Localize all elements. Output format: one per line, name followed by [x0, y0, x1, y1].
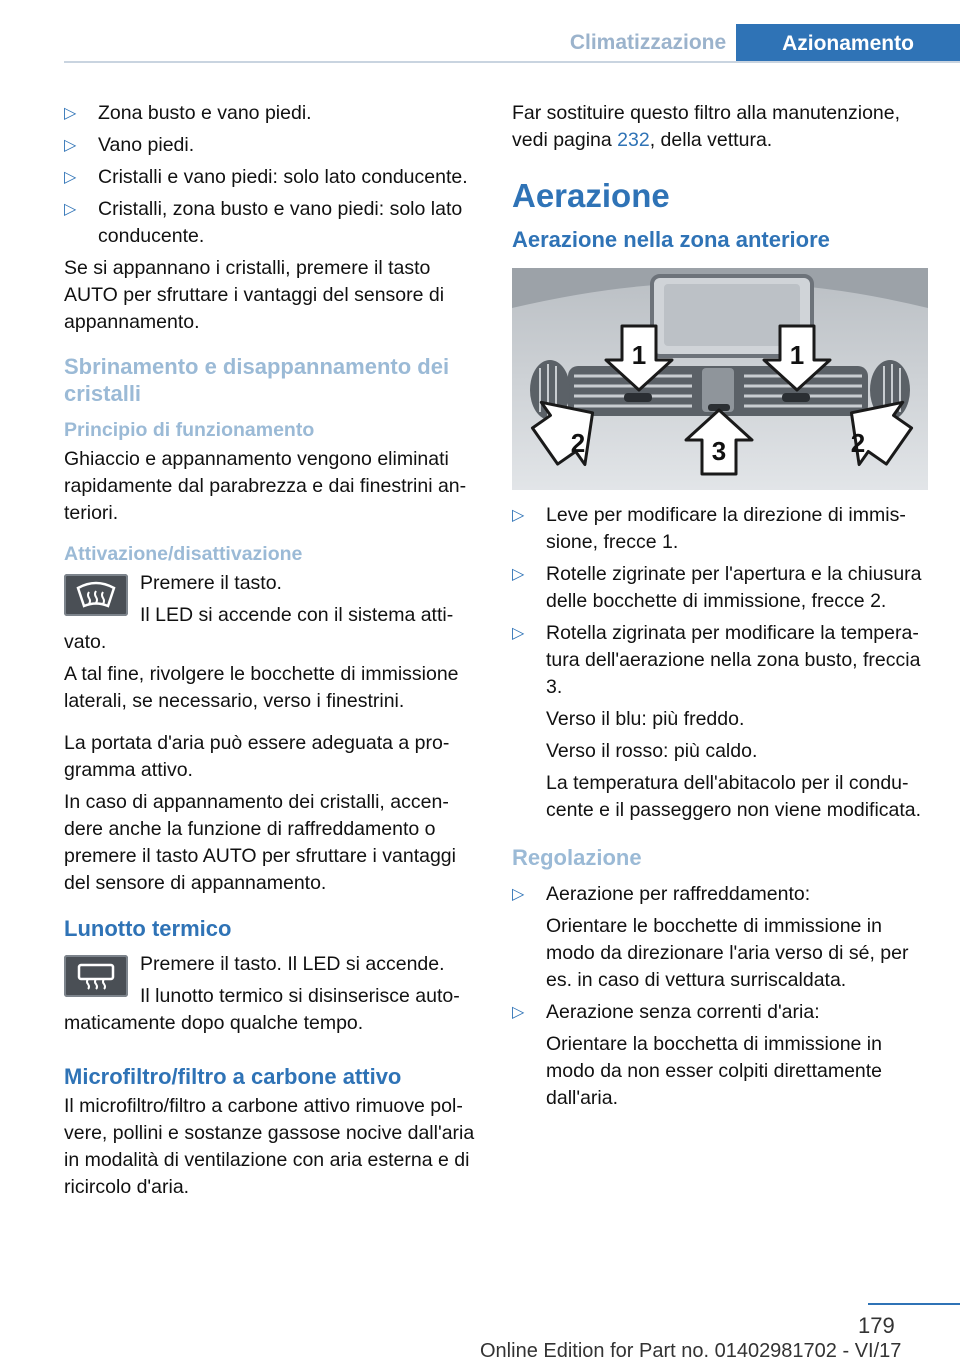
- ventilation-heading: Aerazione: [512, 177, 670, 214]
- bullet-triangle-icon: ▷: [512, 625, 525, 642]
- activation-press: Premere il tasto.: [140, 572, 282, 594]
- activation-fog: In caso di appannamento dei cristalli, accendere anche la funzione di raffreddamento o premere il tasto AUTO per sfruttare i vantaggi del sensore di appannamento.: [64, 791, 456, 894]
- photo-label-1-right: 1: [789, 340, 805, 370]
- list-item: ▷ Rotella zigrinata per modificare la temperatura dell'aerazione nella zona busto, freccia 3. Verso il blu: più freddo. Verso il rosso: più caldo. La temperatura dell'abitacolo per il conducente e il passeggero non viene modificata.: [512, 620, 928, 824]
- list-item: ▷ Aerazione senza correnti d'aria: Orientare la bocchetta di immissione in modo da non esser colpiti direttamente dall'aria.: [512, 1001, 883, 1109]
- bullet-triangle-icon: ▷: [512, 566, 525, 583]
- dashboard-vents-photo: [512, 268, 928, 490]
- header-section-label: Climatizzazione: [569, 31, 727, 54]
- photo-label-2-left: 2: [570, 428, 586, 458]
- list-item: ▷ Zona busto e vano piedi.: [64, 100, 480, 127]
- header-subsection-tab: Azionamento: [736, 24, 960, 63]
- bullet-triangle-icon: ▷: [64, 201, 77, 218]
- left-column: [64, 100, 480, 1206]
- photo-label-3: 3: [711, 436, 727, 466]
- activation-block: [64, 570, 480, 656]
- photo-label-2-right: 2: [850, 428, 866, 458]
- list-item: ▷ Rotelle zigrinate per l'apertura e la chiusura delle bocchette di immissione, frecce 2.: [512, 563, 922, 612]
- bullet-triangle-icon: ▷: [64, 105, 77, 122]
- front-defrost-icon: [64, 574, 128, 616]
- activation-heading: Attivazione/disattivazione: [64, 543, 303, 565]
- edition-footer: Online Edition for Part no. 01402981702 - VI/17: [480, 1340, 902, 1362]
- bullet-triangle-icon: ▷: [512, 1004, 525, 1021]
- right-column: [512, 100, 928, 1117]
- legend-blue: Verso il blu: più freddo.: [546, 708, 745, 730]
- list-item: ▷ Cristalli, zona busto e vano piedi: solo lato conducente.: [64, 198, 463, 247]
- rear-window-heading: Lunotto termico: [64, 916, 232, 941]
- page-reference-link[interactable]: 232: [617, 129, 650, 151]
- vent-legend-list: [512, 502, 928, 824]
- legend-note: La temperatura dell'abitacolo per il conducente e il passeggero non viene modificata.: [546, 772, 922, 821]
- photo-label-1-left: 1: [631, 340, 647, 370]
- bullet-triangle-icon: ▷: [64, 169, 77, 186]
- filter-replace-note: Far sostituire questo filtro alla manutenzione, vedi pagina 232, della vettura.: [512, 102, 901, 151]
- rear-window-auto-off: Il lunotto termico si disinserisce automaticamente dopo qualche tempo.: [64, 985, 460, 1034]
- header-rule: [64, 61, 960, 63]
- front-ventilation-heading: Aerazione nella zona anteriore: [512, 227, 830, 252]
- adjust-heading: Regolazione: [512, 845, 642, 870]
- activation-flow: La portata d'aria può essere adeguata a programma attivo.: [64, 732, 450, 781]
- defrost-heading: Sbrinamento e disappannamento dei cristalli: [64, 354, 450, 406]
- page-number: 179: [858, 1313, 895, 1338]
- rear-window-defrost-icon: [64, 955, 128, 997]
- airflow-mode-list: [64, 100, 480, 250]
- rear-window-block: [64, 951, 480, 1037]
- principle-heading: Principio di funzionamento: [64, 419, 315, 441]
- list-item: ▷ Leve per modificare la direzione di immissione, frecce 1.: [512, 504, 906, 553]
- filter-heading: Microfiltro/filtro a carbone attivo: [64, 1064, 402, 1089]
- filter-text: Il microfiltro/filtro a carbone attivo rimuove polvere, pollini e sostanze gassose nocive dall'aria in modalità di ventilazione con aria esterna e di ricircolo d'aria.: [64, 1095, 475, 1198]
- adjust-list: [512, 881, 928, 1112]
- bullet-triangle-icon: ▷: [512, 507, 525, 524]
- bullet-triangle-icon: ▷: [512, 886, 525, 903]
- list-item: ▷ Aerazione per raffreddamento: Orientare le bocchette di immissione in modo da direzionare l'aria verso di sé, per es. in caso di vettura surriscaldata.: [512, 883, 909, 991]
- legend-red: Verso il rosso: più caldo.: [546, 740, 758, 762]
- bullet-triangle-icon: ▷: [64, 137, 77, 154]
- activation-led: Il LED si accende con il sistema attivato.: [64, 604, 454, 653]
- list-item: ▷ Vano piedi.: [64, 132, 480, 159]
- activation-vents: A tal fine, rivolgere le bocchette di immissione laterali, se necessario, verso i finestrini.: [64, 663, 459, 712]
- rear-window-press: Premere il tasto. Il LED si accende.: [140, 953, 445, 975]
- footer-rule: [868, 1303, 960, 1305]
- list-item: ▷ Cristalli e vano piedi: solo lato conducente.: [64, 164, 480, 191]
- auto-note: Se si appannano i cristalli, premere il tasto AUTO per sfruttare i vantaggi del sensore di appannamento.: [64, 257, 445, 333]
- principle-text: Ghiaccio e appannamento vengono eliminati rapidamente dal parabrezza e dai finestrini anteriori.: [64, 448, 467, 524]
